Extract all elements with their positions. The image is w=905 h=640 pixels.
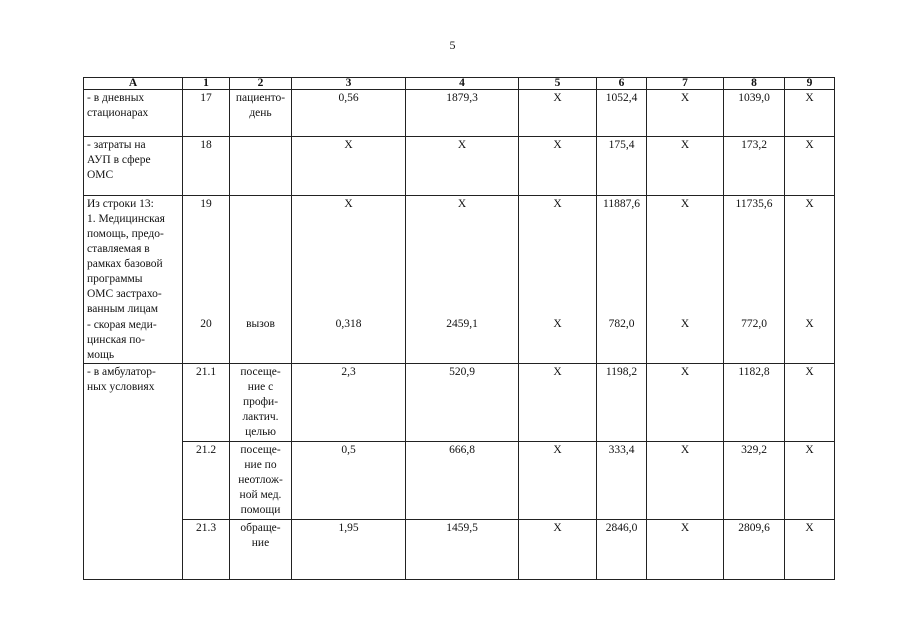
cell-col2: обраще- ние (230, 520, 292, 580)
cell-col9: Х (785, 520, 835, 580)
table-row (84, 196, 835, 364)
row-label-part2: - скорая меди- цинская по- мощь (87, 319, 157, 361)
cell-col1: 21.3 (183, 520, 230, 580)
cell-col1: 17 (183, 90, 230, 137)
row-label-part1: Из строки 13: 1. Медицинская помощь, предо- ставляемая в рамках базовой программы ОМС застрахо- ванным лицам (87, 198, 165, 315)
cell-col3: Х 0,318 (292, 196, 406, 364)
cell-col3: Х (292, 137, 406, 196)
cell-col4: Х (406, 137, 519, 196)
cell-col2: посеще- ние по неотлож- ной мед. помощи (230, 442, 292, 520)
row-label: - в дневных стационарах (84, 90, 183, 137)
cell-col7: Х (647, 137, 724, 196)
cell-col2 (230, 137, 292, 196)
header-cell: 8 (724, 78, 785, 90)
cell-col9: Х (785, 364, 835, 442)
cell-col7: Х (647, 90, 724, 137)
table-row (84, 442, 835, 520)
cell-col1: 21.2 (183, 442, 230, 520)
table-row (84, 90, 835, 137)
cell-col1: 19 20 (183, 196, 230, 364)
cell-col8: 11735,6 772,0 (724, 196, 785, 364)
cell-col5: Х (519, 364, 597, 442)
cell-col9: Х (785, 90, 835, 137)
cell-col8: 1182,8 (724, 364, 785, 442)
header-row (84, 78, 835, 90)
header-cell: 6 (597, 78, 647, 90)
cell-col3: 1,95 (292, 520, 406, 580)
cell-col8: 2809,6 (724, 520, 785, 580)
header-cell: 5 (519, 78, 597, 90)
cell-col6: 11887,6 782,0 (597, 196, 647, 364)
cell-col5: Х (519, 442, 597, 520)
cell-col7: Х (647, 364, 724, 442)
cell-col5: Х (519, 520, 597, 580)
cell-col4: 520,9 (406, 364, 519, 442)
data-table (83, 77, 835, 580)
header-cell: 1 (183, 78, 230, 90)
cell-col2: вызов (230, 196, 292, 364)
header-cell: 9 (785, 78, 835, 90)
cell-col9: Х (785, 442, 835, 520)
row-label (84, 196, 183, 364)
cell-col5: Х (519, 90, 597, 137)
table-row (84, 137, 835, 196)
cell-col9: Х (785, 137, 835, 196)
cell-col6: 333,4 (597, 442, 647, 520)
header-cell: 3 (292, 78, 406, 90)
cell-col6: 1198,2 (597, 364, 647, 442)
header-cell: 2 (230, 78, 292, 90)
cell-col3: 2,3 (292, 364, 406, 442)
row-label: - в амбулатор- ных условиях (84, 364, 183, 580)
cell-col8: 1039,0 (724, 90, 785, 137)
cell-col4: 1459,5 (406, 520, 519, 580)
cell-col6: 2846,0 (597, 520, 647, 580)
cell-col4: 666,8 (406, 442, 519, 520)
cell-col7: Х (647, 442, 724, 520)
cell-col5: Х Х (519, 196, 597, 364)
cell-col2: пациенто- день (230, 90, 292, 137)
cell-col3: 0,56 (292, 90, 406, 137)
cell-col6: 175,4 (597, 137, 647, 196)
cell-col5: Х (519, 137, 597, 196)
page-number: 5 (449, 38, 456, 52)
header-cell: 4 (406, 78, 519, 90)
cell-col1: 21.1 (183, 364, 230, 442)
cell-col7: Х Х (647, 196, 724, 364)
cell-col3: 0,5 (292, 442, 406, 520)
cell-col8: 329,2 (724, 442, 785, 520)
cell-col2: посеще- ние с профи- лактич. целью (230, 364, 292, 442)
cell-col6: 1052,4 (597, 90, 647, 137)
table-row (84, 364, 835, 442)
cell-col7: Х (647, 520, 724, 580)
header-cell: А (84, 78, 183, 90)
row-label: - затраты на АУП в сфере ОМС (84, 137, 183, 196)
cell-col9: Х Х (785, 196, 835, 364)
cell-col4: 1879,3 (406, 90, 519, 137)
cell-col1: 18 (183, 137, 230, 196)
cell-col8: 173,2 (724, 137, 785, 196)
header-cell: 7 (647, 78, 724, 90)
cell-col4: Х 2459,1 (406, 196, 519, 364)
table-row (84, 520, 835, 580)
